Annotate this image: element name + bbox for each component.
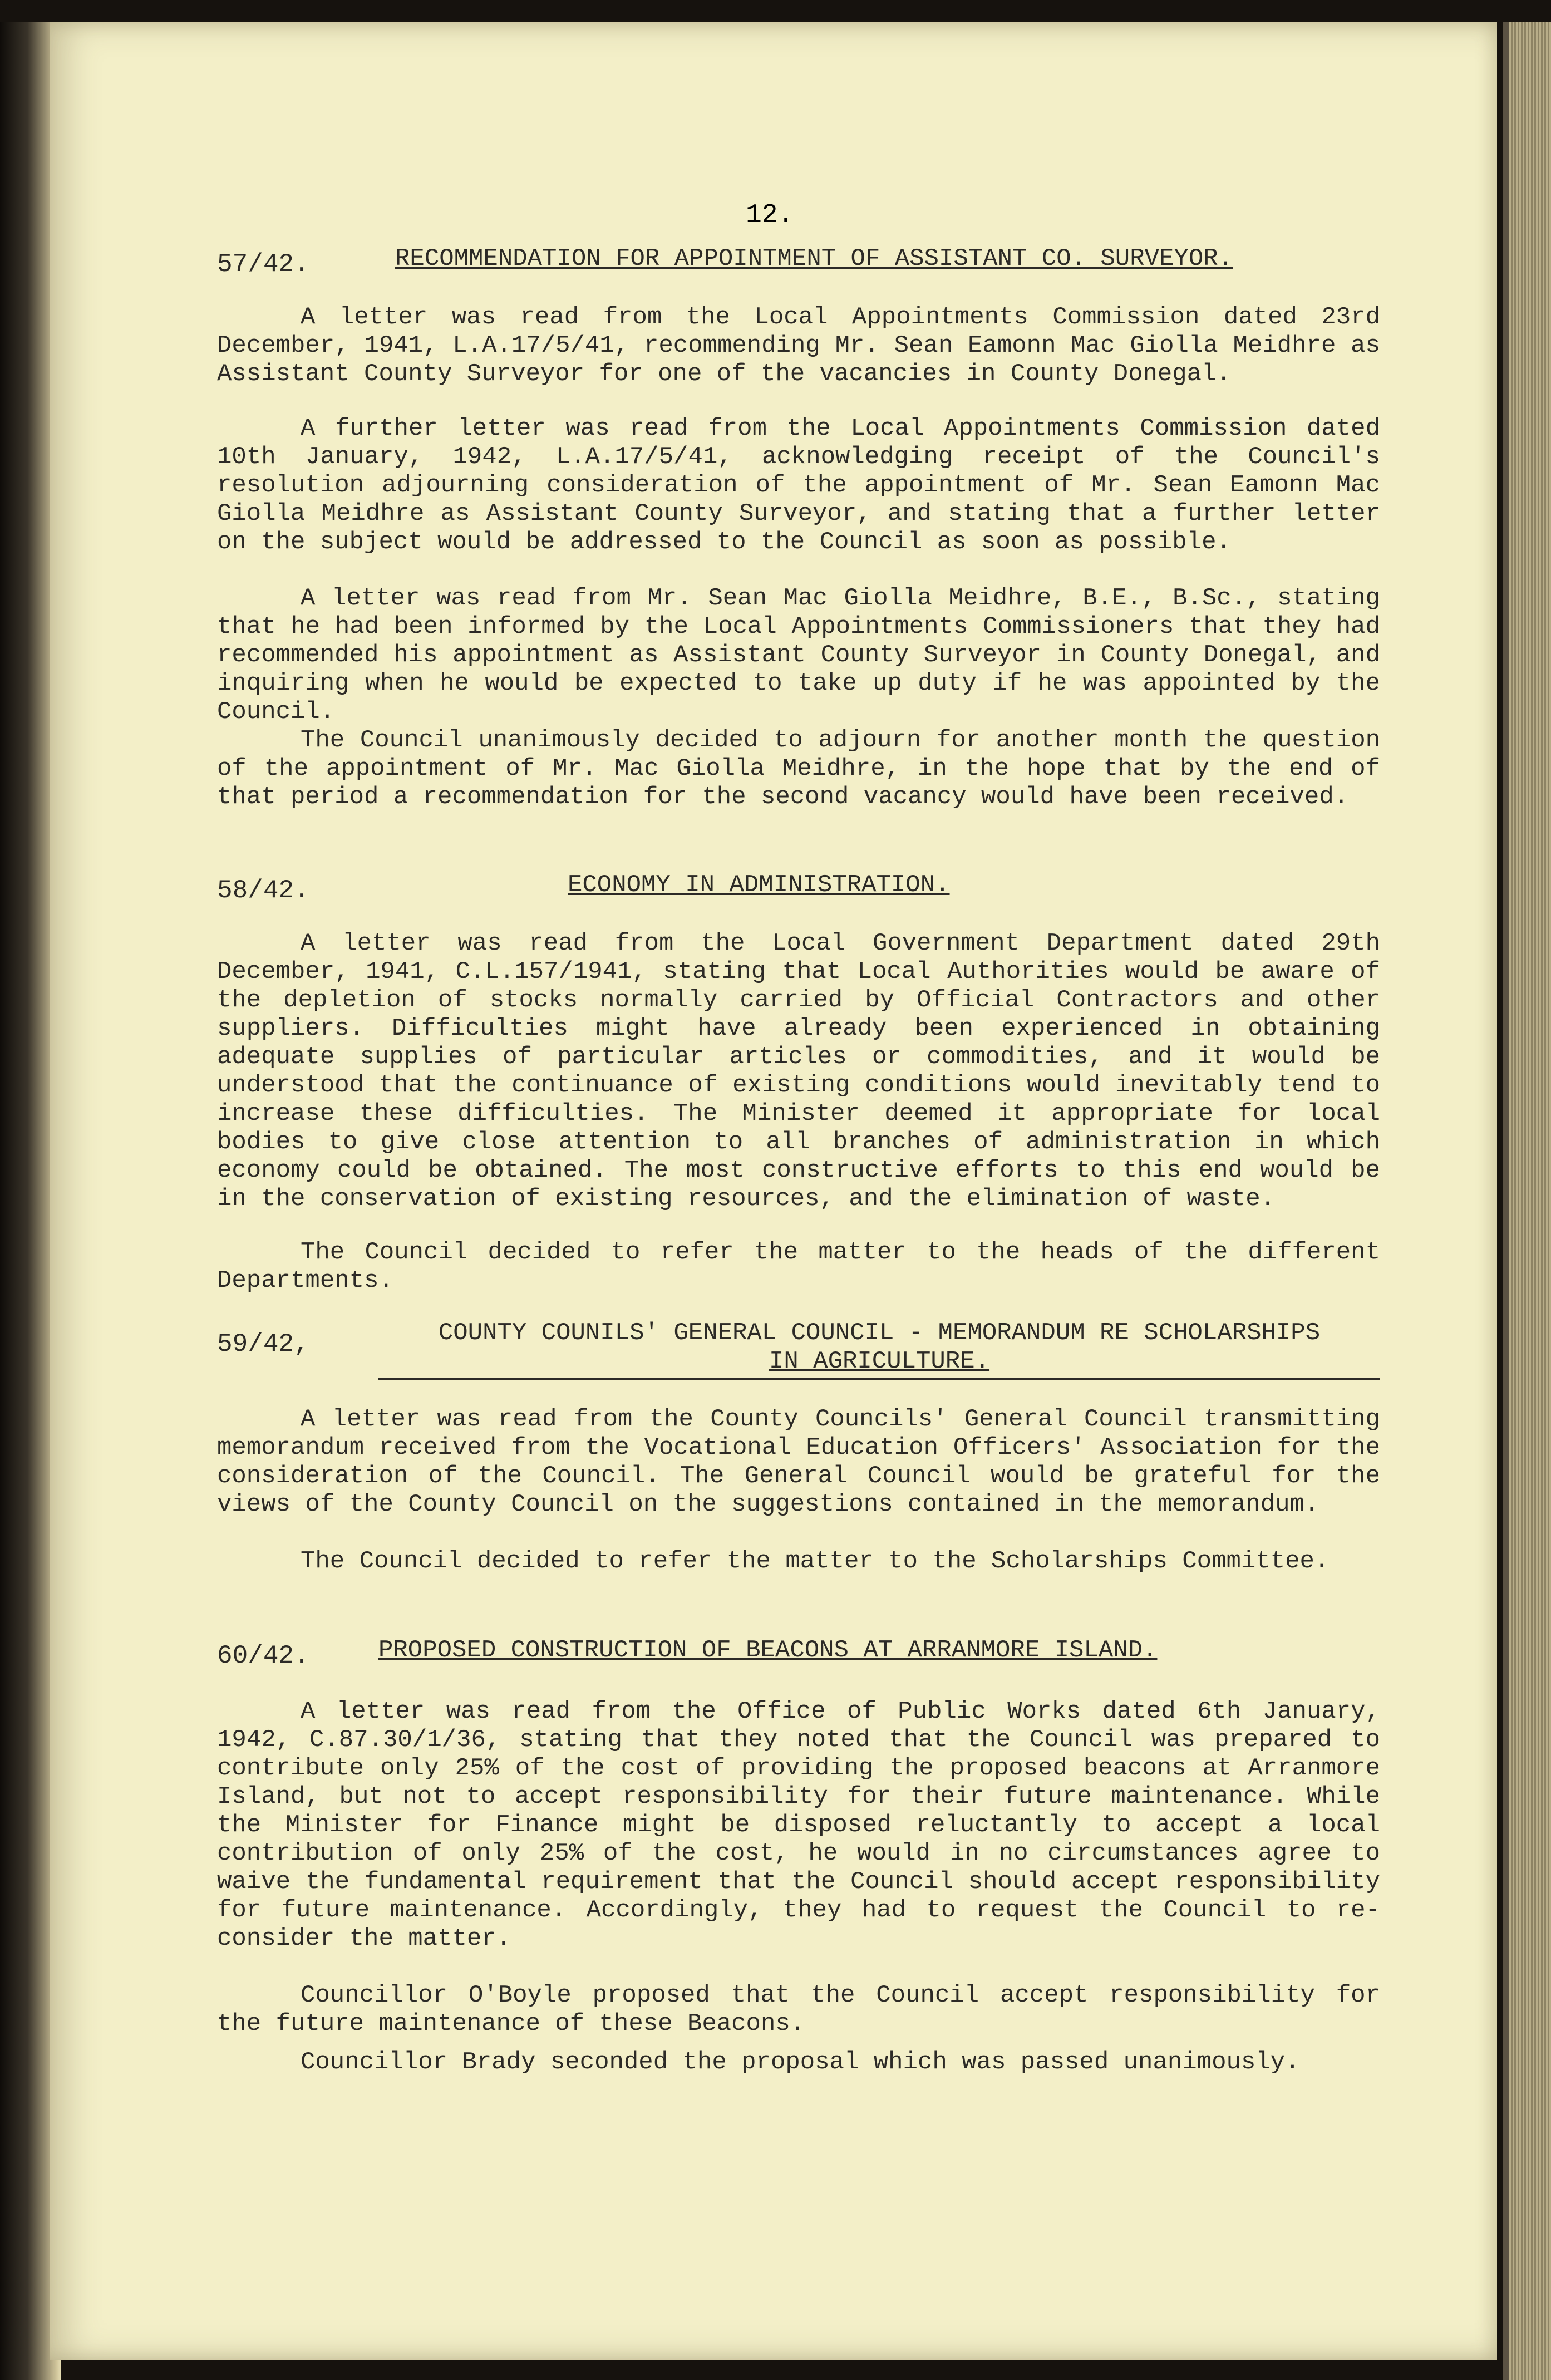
item-heading: PROPOSED CONSTRUCTION OF BEACONS AT ARRANMORE ISLAND. [378, 1636, 1158, 1664]
paragraph: A letter was read from the Local Appointments Commission dated 23rd December, 1941, L.A.17/5/41, recommending Mr. Sean Eamonn Mac Giolla Meidhre as Assistant County Surveyor for one of the vacancies in County Donegal. [217, 303, 1380, 388]
item-heading: ECONOMY IN ADMINISTRATION. [568, 871, 950, 899]
paragraph: Councillor Brady seconded the proposal which was passed unanimously. [301, 2048, 1300, 2076]
paragraph: A further letter was read from the Local Appointments Commission dated 10th January, 1942, L.A.17/5/41, acknowledging receipt of the Council's resolution adjourning consideration of the appointment of Mr. Sean Eamonn Mac Giolla Meidhre as Assistant County Surveyor, and stating that a further letter on the subject would be addressed to the Council as soon as possible. [217, 415, 1380, 556]
paragraph: The Council decided to refer the matter to the heads of the different Departments. [217, 1238, 1380, 1295]
paragraph: A letter was read from the Office of Public Works dated 6th January, 1942, C.87.30/1/36, stating that they noted that the Council was prepared to contribute only 25% of the cost of providing the proposed beacons at Arranmore Island, but not to accept responsibility for their future maintenance. While the Minister for Finance might be disposed reluctantly to accept a local contribution of only 25% of the cost, he would in no circumstances agree to waive the fundamental requirement that the Council should accept responsibility for future maintenance. Accordingly, they had to request the Council to re-consider the matter. [217, 1698, 1380, 1953]
document-page [50, 22, 1497, 2360]
item-heading [378, 1319, 1380, 1376]
paragraph: The Council decided to refer the matter to the Scholarships Committee. [301, 1547, 1330, 1575]
item-number: 60/42. [217, 1641, 309, 1670]
paragraph: The Council unanimously decided to adjourn for another month the question of the appointment of Mr. Mac Giolla Meidhre, in the hope that by the end of that period a recommendation for the second vacancy would have been received. [217, 726, 1380, 811]
book-page-edges [1503, 22, 1551, 2380]
paragraph: A letter was read from the Local Government Department dated 29th December, 1941, C.L.157/1941, stating that Local Authorities would be aware of the depletion of stocks normally carried by Official Contractors and other suppliers. Difficulties might have already been experienced in obtaining adequate supplies of particular articles or commodities, and it would be understood that the continuance of existing conditions would inevitably tend to increase these difficulties. The Minister deemed it appropriate for local bodies to give close attention to all branches of administration in which economy could be obtained. The most constructive efforts to this end would be in the conservation of existing resources, and the elimination of waste. [217, 930, 1380, 1213]
paragraph: A letter was read from Mr. Sean Mac Giolla Meidhre, B.E., B.Sc., stating that he had been informed by the Local Appointments Commissioners that they had recommended his appointment as Assistant County Surveyor in County Donegal, and inquiring when he would be expected to take up duty if he was appointed by the Council. [217, 584, 1380, 726]
page-number: 12. [746, 200, 794, 230]
item-heading-line: IN AGRICULTURE. [769, 1348, 990, 1375]
heading-rule [378, 1378, 1380, 1380]
paragraph: Councillor O'Boyle proposed that the Council accept responsibility for the future maintenance of these Beacons. [217, 1981, 1380, 2038]
item-heading: RECOMMENDATION FOR APPOINTMENT OF ASSISTANT CO. SURVEYOR. [395, 245, 1233, 273]
item-number: 59/42, [217, 1330, 309, 1359]
item-heading-line: COUNTY COUNILS' GENERAL COUNCIL - MEMORANDUM RE SCHOLARSHIPS [438, 1319, 1321, 1347]
item-number: 57/42. [217, 250, 309, 279]
paragraph: A letter was read from the County Councils' General Council transmitting memorandum received from the Vocational Education Officers' Association for the consideration of the Council. The General Council would be grateful for the views of the County Council on the suggestions contained in the memorandum. [217, 1405, 1380, 1518]
item-number: 58/42. [217, 876, 309, 905]
